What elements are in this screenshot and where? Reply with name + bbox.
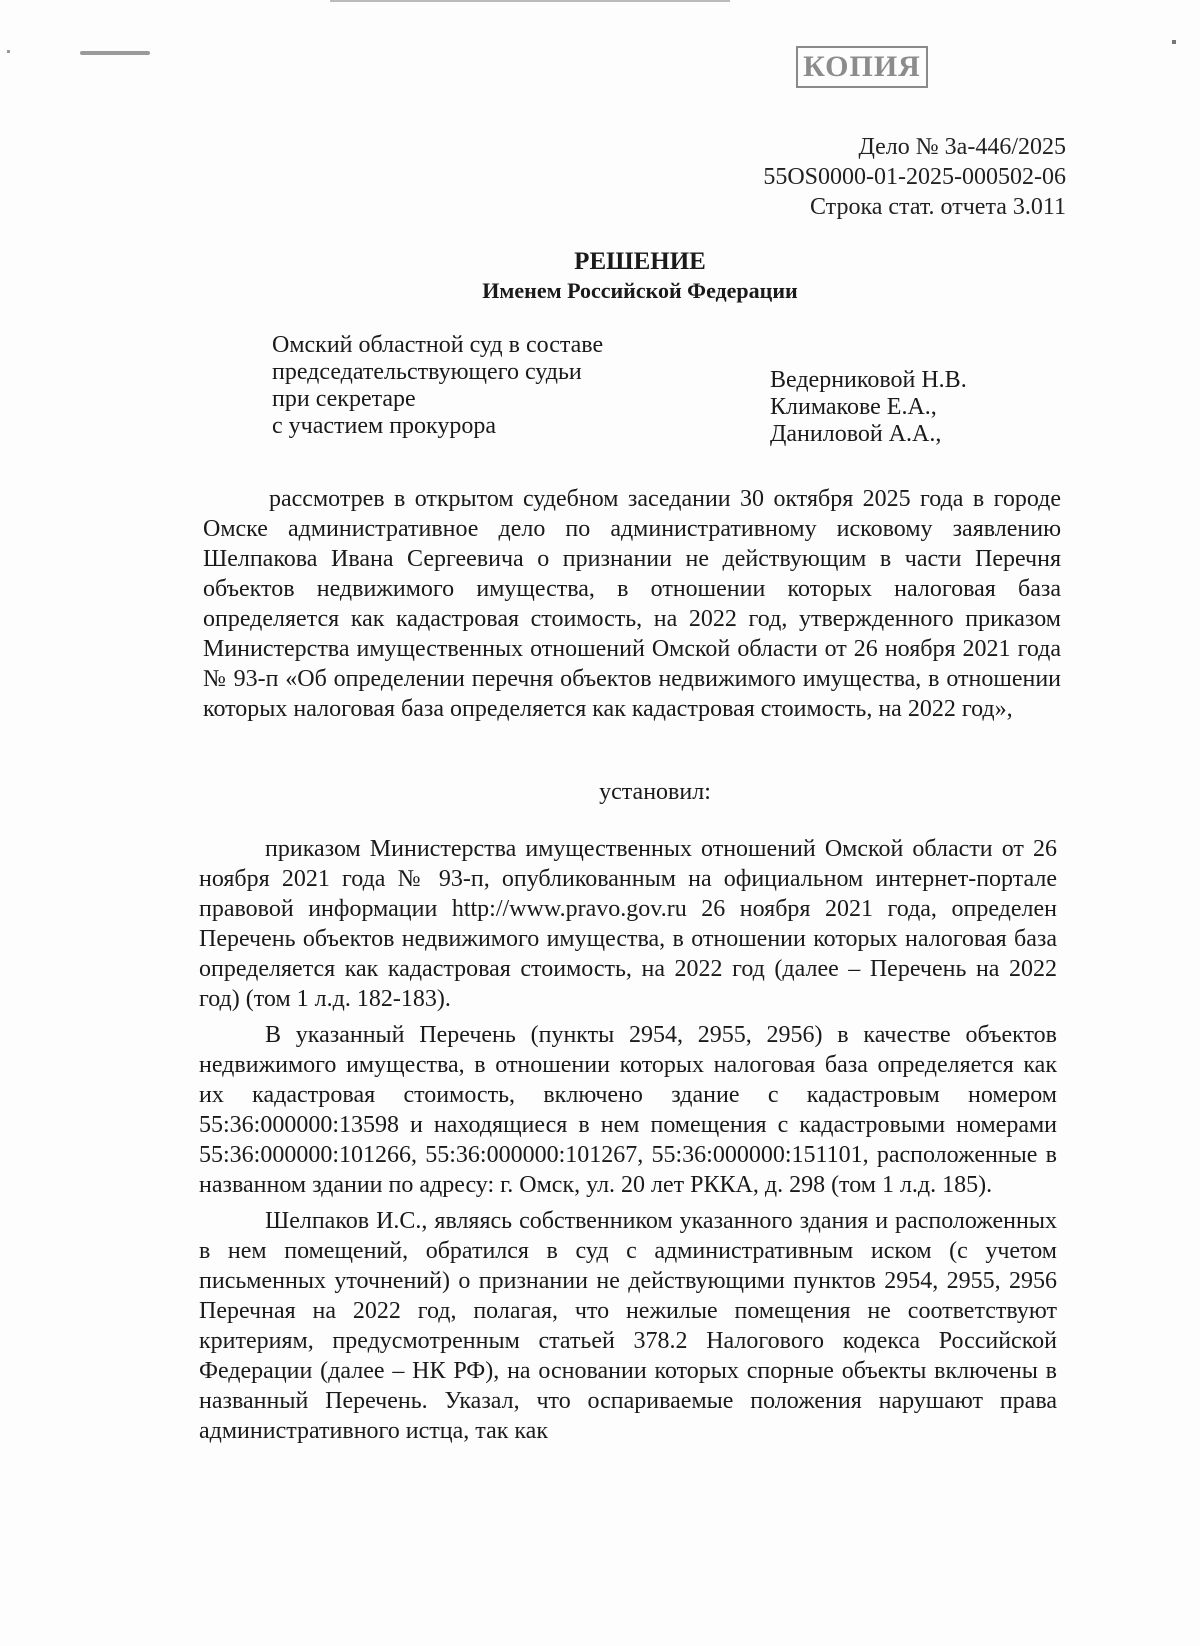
prosecutor-name: Даниловой А.А., [770,421,942,447]
paragraph: приказом Министерства имущественных отношений Омской области от 26 ноября 2021 года № 93-п, опубликованным на официальном интернет-портале правовой информации http://www.pravo.gov.ru 26 ноября 2021 года, определен Перечень объектов недвижимого имущества, в отношении которых налоговая база определяется как кадастровая стоимость, на 2022 год (далее – Перечень на 2022 год) (том 1 л.д. 182-183). [199,836,1057,1012]
copy-stamp-text: КОПИЯ [803,50,921,83]
intro-paragraph: рассмотрев в открытом судебном заседании 30 октября 2025 года в городе Омске административное дело по административному исковому заявлению Шелпакова Ивана Сергеевича о признании не действующим в части Перечня объектов недвижимого имущества, в отношении которых налоговая база определяется как кадастровая стоимость, на 2022 год, утвержденного приказом Министерства имущественных отношений Омской области от 26 ноября 2021 года № 93-п «Об определении перечня объектов недвижимого имущества, в отношении которых налоговая база определяется как кадастровая стоимость, на 2022 год», [203,486,1061,722]
paragraph: В указанный Перечень (пункты 2954, 2955, 2956) в качестве объектов недвижимого имущества, в отношении которых налоговая база определяется как их кадастровая стоимость, включено здание с кадастровым номером 55:36:000000:13598 и находящиеся в нем помещения с кадастровыми номерами 55:36:000000:101266, 55:36:000000:101267, 55:36:000000:151101, расположенные в названном здании по адресу: г. Омск, ул. 20 лет РККА, д. 298 (том 1 л.д. 185). [199,1022,1057,1198]
role-label: председательствующего судьи [272,359,582,385]
main-text [199,834,1057,1446]
role-label: с участием прокурора [272,413,497,439]
copy-stamp [796,46,928,88]
intro-block [203,484,1061,724]
case-header [763,132,1066,222]
court-name: Омский областной суд в составе [272,332,604,358]
document-title: РЕШЕНИЕ [574,248,706,275]
scan-artifact [1172,40,1176,44]
stat-line: Строка стат. отчета 3.011 [809,194,1066,220]
paragraph: Шелпаков И.С., являясь собственником указанного здания и расположенных в нем помещений, обратился в суд с административным иском (с учетом письменных уточнений) о признании не действующими пунктов 2954, 2955, 2956 Перечная на 2022 год, полагая, что нежилые помещения не соответствуют критериям, предусмотренным статьей 378.2 Налогового кодекса Российской Федерации (далее – НК РФ), на основании которых спорные объекты включены в названный Перечень. Указал, что оспариваемые положения нарушают права административного истца, так как [199,1208,1057,1444]
case-uid: 55OS0000-01-2025-000502-06 [763,164,1066,190]
role-label: при секретаре [272,386,416,412]
document-subtitle: Именем Российской Федерации [482,278,798,303]
established-heading: установил: [599,779,711,805]
scan-artifact [80,51,150,55]
composition-roles [272,332,603,440]
composition-names [770,367,967,448]
judge-name: Ведерниковой Н.В. [770,367,967,393]
secretary-name: Климакове Е.А., [770,394,937,420]
case-number: Дело № 3а-446/2025 [858,134,1066,160]
scan-artifact [330,0,730,2]
scan-artifact [7,50,10,53]
